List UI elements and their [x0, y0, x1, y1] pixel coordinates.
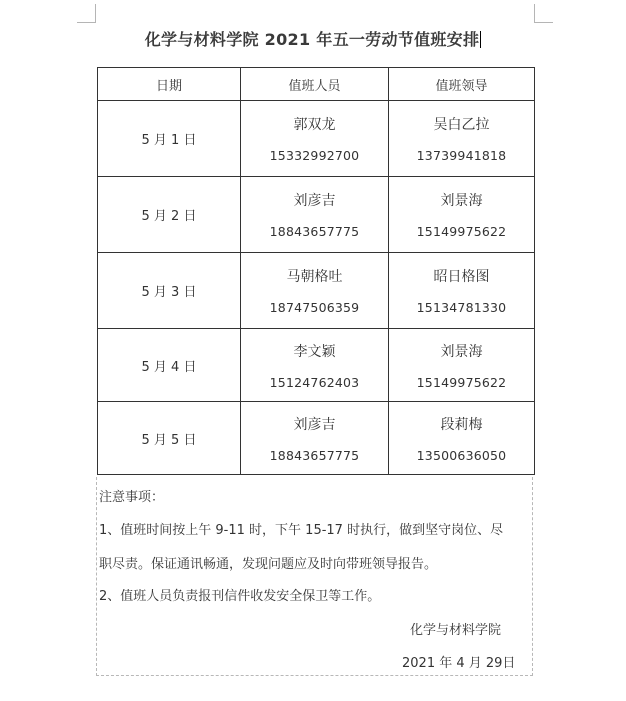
staff-name: 郭双龙: [293, 117, 336, 133]
leader-name: 刘景海: [440, 193, 483, 209]
table-header-row: [98, 68, 535, 101]
staff-name: 马朝格吐: [286, 269, 343, 285]
date-cell: 5 月 3 日: [98, 253, 241, 329]
leader-cell: [389, 177, 535, 253]
leader-cell: [389, 329, 535, 402]
notes-heading: 注意事项：: [99, 490, 165, 505]
table-row: [98, 177, 535, 253]
duty-schedule-table: [97, 67, 535, 475]
leader-cell: [389, 253, 535, 329]
staff-cell: [241, 402, 389, 475]
header-staff: 值班人员: [241, 68, 389, 101]
signature-date: 2021 年 4 月 29日: [402, 656, 516, 671]
staff-name: 李文颖: [293, 343, 336, 360]
leader-name: 段莉梅: [440, 416, 483, 433]
date-cell: 5 月 2 日: [98, 177, 241, 253]
leader-name: 刘景海: [440, 343, 483, 360]
leader-phone: 13739941818: [416, 148, 507, 163]
table-row: [98, 253, 535, 329]
header-leader: 值班领导: [389, 68, 535, 101]
leader-name: 昭日格图: [433, 269, 490, 285]
staff-cell: [241, 329, 389, 402]
leader-cell: [389, 101, 535, 177]
date-cell: 5 月 1 日: [98, 101, 241, 177]
note-item-1-line-2: 职尽责。保证通讯畅通，发现问题应及时向带班领导报告。: [99, 557, 438, 572]
leader-phone: 15149975622: [416, 224, 507, 239]
text-cursor: [480, 31, 481, 48]
staff-cell: [241, 177, 389, 253]
leader-phone: 15149975622: [416, 374, 507, 390]
page-corner-mark-top-right: [534, 4, 553, 23]
document-title-text: 化学与材料学院 2021 年五一劳动节值班安排: [144, 30, 480, 49]
leader-phone: 13500636050: [416, 447, 507, 463]
staff-phone: 18843657775: [269, 224, 360, 239]
note-item-1-line-1: 1、值班时间按上午 9-11 时，下午 15-17 时执行，做到坚守岗位、尽: [99, 523, 504, 538]
leader-phone: 15134781330: [416, 300, 507, 315]
staff-phone: 18843657775: [269, 447, 360, 463]
page-corner-mark-top-left: [77, 4, 96, 23]
signature-org: 化学与材料学院: [410, 623, 502, 638]
table-row: [98, 101, 535, 177]
table-row: [98, 402, 535, 475]
staff-phone: 18747506359: [269, 300, 360, 315]
staff-name: 刘彦吉: [293, 193, 336, 209]
staff-phone: 15332992700: [269, 148, 360, 163]
staff-phone: 15124762403: [269, 374, 360, 390]
date-cell: 5 月 4 日: [98, 329, 241, 402]
staff-cell: [241, 253, 389, 329]
document-title[interactable]: [0, 27, 626, 50]
leader-cell: [389, 402, 535, 475]
note-item-2: 2、值班人员负责报刊信件收发安全保卫等工作。: [99, 589, 381, 604]
notes-section: [96, 477, 533, 676]
leader-name: 吴白乙拉: [433, 117, 490, 133]
staff-name: 刘彦吉: [293, 416, 336, 433]
date-cell: 5 月 5 日: [98, 402, 241, 475]
header-date: 日期: [98, 68, 241, 101]
table-row: [98, 329, 535, 402]
staff-cell: [241, 101, 389, 177]
